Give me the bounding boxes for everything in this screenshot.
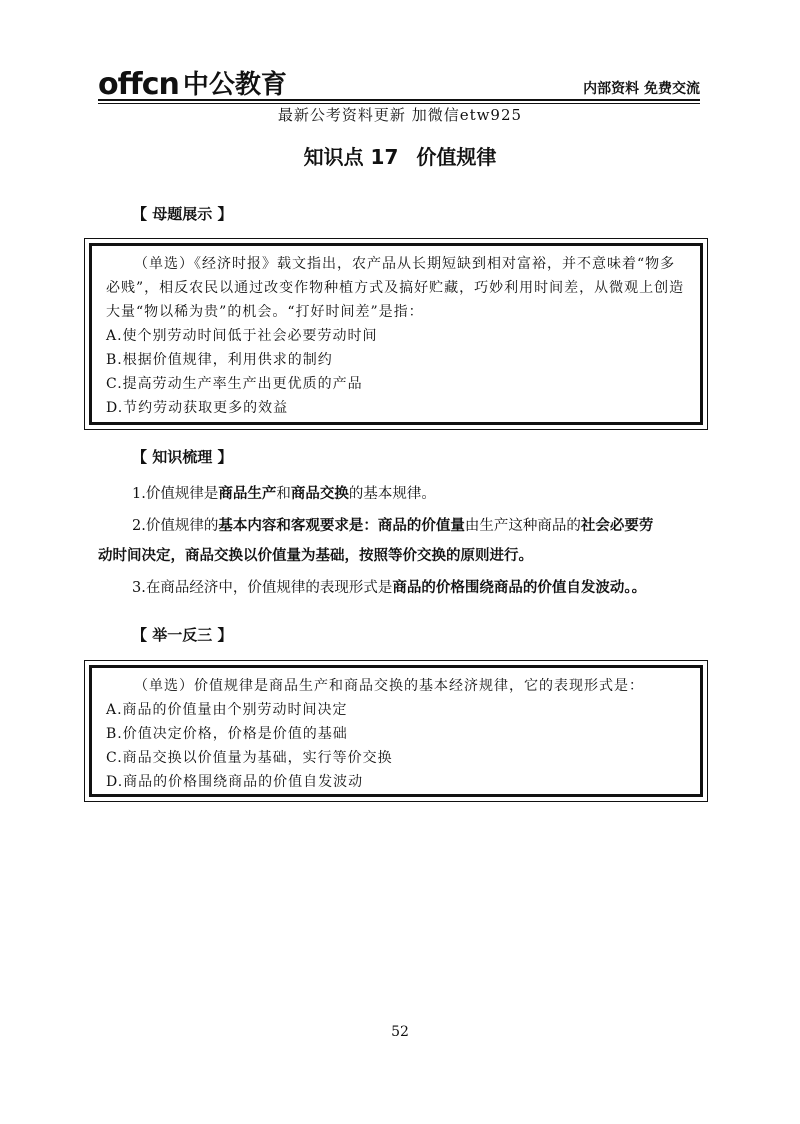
- practice-option-d: D.商品的价格围绕商品的价值自发波动: [106, 774, 364, 790]
- header-right-label: 内部资料 免费交流: [583, 81, 700, 97]
- kp2-d: 社会必要劳: [580, 518, 654, 534]
- page-title: [0, 141, 800, 170]
- question-box-mother: [84, 238, 708, 430]
- section-heading-mother: 【 母题展示 】: [132, 205, 233, 223]
- promo-line: 最新公考资料更新 加微信etw925: [277, 106, 523, 124]
- kp1-a: 1.价值规律是: [132, 486, 219, 502]
- page-number: 52: [391, 1024, 409, 1040]
- section-heading-knowledge: 【 知识梳理 】: [132, 448, 233, 466]
- section-heading-practice: 【 举一反三 】: [132, 626, 233, 644]
- option-c: C.提高劳动生产率生产出更优质的产品: [106, 376, 363, 392]
- practice-stem: （单选）价值规律是商品生产和商品交换的基本经济规律，它的表现形式是：: [134, 678, 644, 694]
- knowledge-point-2: [132, 511, 704, 541]
- kp3-a: 3.在商品经济中，价值规律的表现形式是: [132, 580, 393, 596]
- question-box-inner-practice: [89, 665, 703, 797]
- question-box-practice: [84, 660, 708, 802]
- kp3-b: 商品的价格围绕商品的价值自发波动。。: [392, 580, 647, 596]
- page-header: [98, 60, 700, 104]
- kp2-c: 由生产这种商品的: [464, 518, 581, 534]
- knowledge-point-3: [132, 573, 704, 603]
- question-box-inner: [89, 243, 703, 425]
- kp2-a: 2.价值规律的: [132, 518, 219, 534]
- knowledge-point-1: [132, 479, 704, 509]
- knowledge-point-2-cont: [98, 541, 704, 571]
- practice-option-c: C.商品交换以价值量为基础，实行等价交换: [106, 750, 393, 766]
- kp1-b: 商品生产: [218, 486, 277, 502]
- kp1-e: 的基本规律。: [348, 486, 436, 502]
- option-a: A.使个别劳动时间低于社会必要劳动时间: [106, 328, 378, 344]
- option-d: D.节约劳动获取更多的效益: [106, 400, 289, 416]
- header-rule: [98, 99, 700, 101]
- kp2-e: 动时间决定，商品交换以价值量为基础，按照等价交换的原则进行。: [98, 548, 533, 564]
- question-stem: （单选）《经济时报》载文指出，农产品从长期短缺到相对富裕，并不意味着“物多必贱”，相反农民以通过改变作物种植方式及搞好贮藏，巧妙利用时间差，从微观上创造大量“物以稀为贵”的机会。“打好时间差”是指：: [106, 256, 685, 320]
- logo-cn-text: 中公教育: [182, 70, 287, 100]
- kp1-c: 和: [276, 486, 291, 502]
- offcn-logo: [98, 66, 287, 100]
- practice-option-b: B.价值决定价格，价格是价值的基础: [106, 726, 348, 742]
- option-b: B.根据价值规律，利用供求的制约: [106, 352, 333, 368]
- kp2-b: 基本内容和客观要求是：商品的价值量: [218, 518, 465, 534]
- kp1-d: 商品交换: [290, 486, 349, 502]
- logo-latin-text: offcn: [98, 67, 179, 102]
- title-name: 价值规律: [416, 145, 497, 169]
- title-prefix: 知识点 17: [303, 145, 399, 169]
- practice-option-a: A.商品的价值量由个别劳动时间决定: [106, 702, 348, 718]
